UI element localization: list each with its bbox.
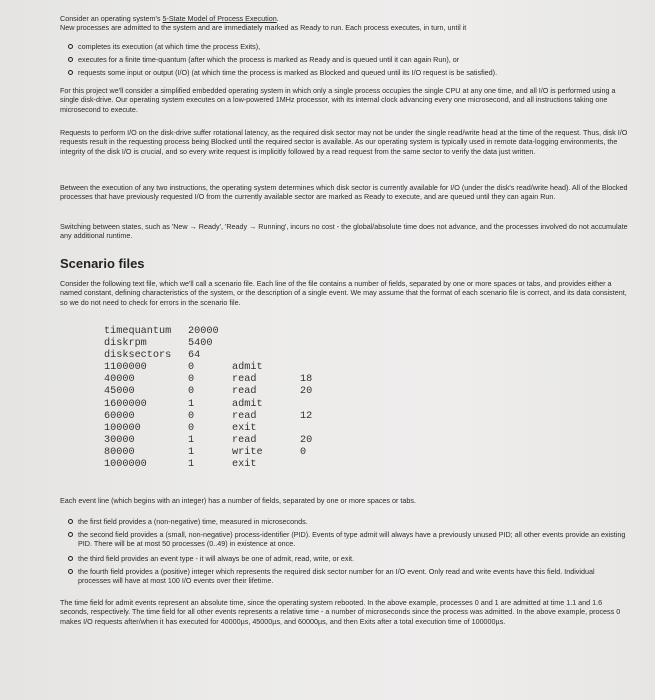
scenario-field-2: 64 — [188, 350, 201, 362]
paragraph-disk-latency: Requests to perform I/O on the disk-drive suffer rotational latency, as the required disk sector may not be under the single read/write head at the time of the request. Thus, disk I/O requests result in the requesting process being Blocked until the required sector is available. As our operating system is typically used in remote data-logging environments, the integrity of the disk I/O is crucial, and so every write request is implicitly followed by a read request from the same sector to verify the data just written. — [60, 128, 628, 156]
scenario-field-3: read — [232, 410, 257, 422]
intro-period: . — [276, 14, 279, 23]
scenario-field-2: 0 — [188, 362, 195, 374]
paragraph-state-switching: Switching between states, such as 'New → Ready', 'Ready → Running', incurs no cost - the global/absolute time does not advance, and the processes involved do not accumulate any additional runtime. — [60, 222, 628, 241]
scenario-field-2: 1 — [188, 459, 195, 471]
scenario-field-1: 45000 — [104, 386, 135, 398]
bullet-icon — [68, 519, 73, 524]
scenario-field-4: 20 — [300, 434, 313, 446]
scenario-field-1: 100000 — [104, 422, 141, 434]
scenario-field-3: read — [232, 434, 257, 446]
scenario-field-1: timequantum — [104, 326, 172, 337]
paragraph-scenario-intro: Consider the following text file, which we'll call a scenario file. Each line of the file contains a number of fields, separated by one or more spaces or tabs, and provides either a named constant, defining characteristics of the system, or the description of a single event. We may assume that the format of each scenario file is correct, and its data consistent, so we do not need to check for errors in the scenario file. — [60, 279, 627, 307]
scenario-field-1: 40000 — [104, 374, 135, 386]
paragraph-sector-availability: Between the execution of any two instructions, the operating system determines which disk sector is currently available for I/O (under the disk's read/write head). All of the Blocked processes that have previously requested I/O from the currently available sector are marked as Ready to execute, and are queued until they can again Run. — [60, 183, 628, 202]
bullet-icon — [68, 57, 73, 62]
scenario-field-2: 0 — [188, 386, 195, 398]
scenario-field-4: 18 — [300, 374, 313, 386]
scenario-field-1: diskrpm — [104, 338, 147, 350]
paragraph-embedded-os: For this project we'll consider a simplified embedded operating system in which only a single process occupies the single CPU at any one time, and all I/O is performed using a single disk-drive. Our operating system executes on a low-powered 1MHz processor, with its internal clock advancing every one microsecond, and all instructions taking one microsecond to execute. — [60, 86, 616, 114]
intro-line-2: New processes are admitted to the system and are immediately marked as Ready to run. Each process executes, in turn, until it — [60, 23, 467, 32]
scenario-field-1: disksectors — [104, 350, 172, 362]
scenario-field-2: 5400 — [188, 338, 213, 350]
section-title: Scenario files — [60, 256, 145, 271]
scenario-field-2: 1 — [188, 398, 195, 410]
scenario-field-3: exit — [232, 422, 257, 434]
bullet-icon — [68, 556, 73, 561]
scenario-field-4: 0 — [300, 446, 307, 458]
scenario-field-1: 1600000 — [104, 398, 147, 410]
bullet-icon — [68, 569, 73, 574]
scenario-field-1: 1100000 — [104, 362, 147, 374]
paragraph-time-fields: The time field for admit events represent an absolute time, since the operating system rebooted. In the above example, processes 0 and 1 are admitted at time 1.1 and 1.6 seconds, respectively. The time field for all other events represents a relative time - a number of microseconds since the process was admitted. In the above example, process 0 makes I/O requests after/when it has executed for 40000µs, 45000µs, and 60000µs, and then Exits after a total execution time of 100000µs. — [60, 598, 621, 626]
scenario-field-1: 1000000 — [104, 459, 147, 471]
scenario-field-3: admit — [232, 398, 263, 410]
bullet-icon — [68, 44, 73, 49]
scenario-field-3: read — [232, 386, 257, 398]
scenario-field-4: 12 — [300, 410, 313, 422]
scenario-field-2: 1 — [188, 434, 195, 446]
scenario-field-4: 20 — [300, 386, 313, 398]
paragraph-event-lines: Each event line (which begins with an integer) has a number of fields, separated by one or more spaces or tabs. — [60, 496, 416, 505]
scenario-field-3: admit — [232, 362, 263, 374]
scenario-field-2: 0 — [188, 422, 195, 434]
intro-line-1 — [60, 14, 630, 23]
scenario-field-3: read — [232, 374, 257, 386]
scenario-field-2: 20000 — [188, 326, 219, 337]
scenario-field-3: exit — [232, 459, 257, 471]
scenario-field-1: 80000 — [104, 446, 135, 458]
model-link[interactable]: 5-State Model of Process Execution — [162, 14, 277, 23]
document-page: Consider an operating system's 5-State Model of Process Execution. New processes are admitted to the system and are immediately marked as Ready to run. Each process executes, in turn, until it completes its execution (at which time the process Exits), executes for a finite time-quantum (after which the process is marked as Ready and is queued until it can again Run), or requests some input or output (I/O) (at which time the process is marked as Blocked and queued until its I/O request is be satisfied). For this project we'll consider a simplified embedded operating system in which only a single process occupies the single CPU at any one time, and all I/O is performed using a single disk-drive. Our operating system executes on a low-powered 1MHz processor, with its internal clock advancing every one microsecond, and all instructions taking one microsecond to execute. Requests to perform I/O on the disk-drive suffer rotational latency, as the required disk sector may not be under the single read/write head at the time of the request. Thus, disk I/O requests result in the requesting process being Blocked until the required sector is available. As our operating system is typically used in remote data-logging environments, the integrity of the disk I/O is crucial, and so every write request is implicitly followed by a read request from the same sector to verify the data just written. Between the execution of any two instructions, the operating system determines which disk sector is currently available for I/O (under the disk's read/write head). All of the Blocked processes that have previously requested I/O from the currently available sector are marked as Ready to execute, and are queued until they can again Run. Switching between states, such as 'New → Ready', 'Ready → Running', incurs no cost - the global/absolute time does not advance, and the processes involved do not accumulate any additional runtime. Scenario files Consider the following text file, which we'll call a scenario file. Each line of the file contains a number of fields, separated by one or more spaces or tabs, and provides either a named constant, defining characteristics of the system, or the description of a single event. We may assume that the format of each scenario file is correct, and its data consistent, so we do not need to check for errors in the scenario file. timequantum 20000 diskrpm 5400 disksectors 64 1100000 0 admit 40000 0 read 18 45000 0 read 20 1600000 1 admit 60000 0 read 12 100000 0 exit 30000 1 read 20 80000 1 write 0 1000000 1 exit Each event line (which begins with an integer) has a number of fields, separated by one or more spaces or tabs. the first field provides a (non-negative) time, measured in microseconds. the second field provides a (small, non-negative) process-identifier (PID). Events of type admit will always have a previously unused PID; all other events provide an existing PID. There will be at most 50 processes (0..49) in existence at once. the third field provides an event type - it will always be one of admit, read, write, or exit. the fourth field provides a (positive) integer which represents the required disk sector number for an I/O event. Only read and write events have this field. Individual processes will have at most 100 I/O events over their lifetime. The time field for admit events represent an absolute time, since the operating system rebooted. In the above example, processes 0 and 1 are admitted at time 1.1 and 1.6 seconds, respectively. The time field for all other events represents a relative time - a number of microseconds since the process was admitted. In the above example, process 0 makes I/O requests after/when it has executed for 40000µs, 45000µs, and 60000µs, and then Exits after a total execution time of 100000µs. — [0, 0, 655, 700]
intro-text: Consider an operating system's — [60, 14, 163, 23]
scenario-field-2: 1 — [188, 446, 195, 458]
scenario-field-2: 0 — [188, 374, 195, 386]
scenario-field-1: 30000 — [104, 434, 135, 446]
scenario-field-1: 60000 — [104, 410, 135, 422]
bullet-icon — [68, 532, 73, 537]
bullet-icon — [68, 70, 73, 75]
scenario-field-2: 0 — [188, 410, 195, 422]
scenario-field-3: write — [232, 446, 263, 458]
